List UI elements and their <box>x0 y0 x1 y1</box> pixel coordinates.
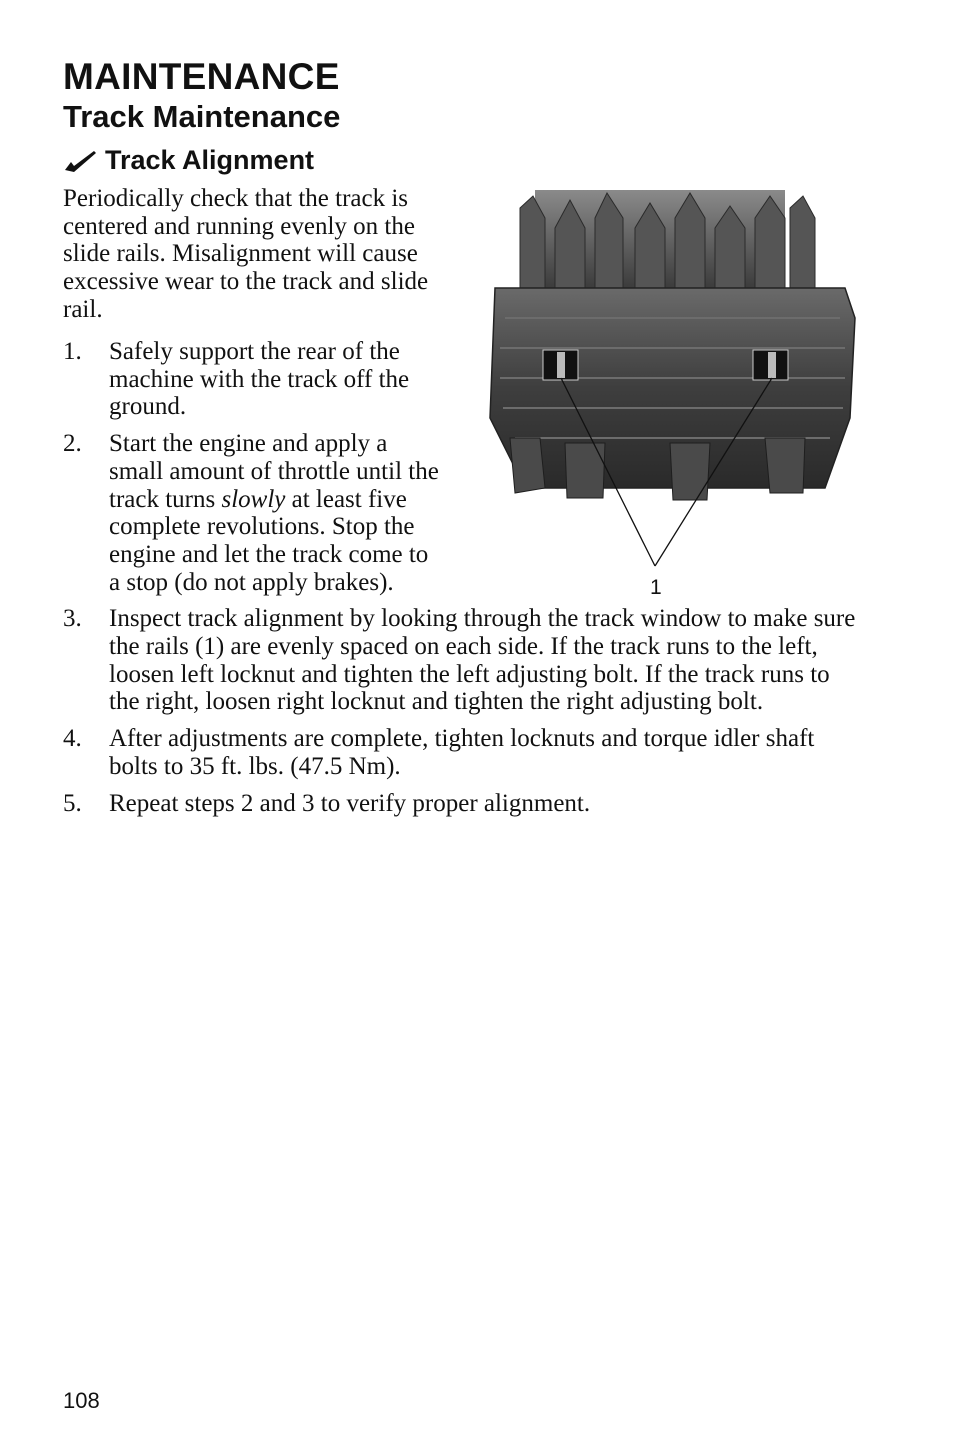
topic-heading <box>63 145 314 176</box>
step-item <box>63 430 439 596</box>
step-number: 1. <box>63 338 82 365</box>
section-title: MAINTENANCE <box>63 56 340 97</box>
step-number: 5. <box>63 789 82 817</box>
step-item <box>63 790 859 818</box>
figure-callout-label: 1 <box>650 576 662 599</box>
step-text: Repeat steps 2 and 3 to verify proper alignment. <box>109 789 591 817</box>
step-item <box>63 725 859 780</box>
checkmark-icon <box>63 148 97 174</box>
topic-title: Track Alignment <box>105 145 315 175</box>
step-text: Safely support the rear of the machine with the track off the ground. <box>109 338 410 421</box>
intro-paragraph: Periodically check that the track is centered and running evenly on the slide rails. Misalignment will cause excessive wear to the track and slide rail. <box>63 185 429 323</box>
step-emphasis: slowly <box>221 485 286 513</box>
step-number: 4. <box>63 725 82 753</box>
step-number: 2. <box>63 430 82 458</box>
page-number: 108 <box>63 1388 100 1413</box>
step-text: at least five complete revolutions. Stop the engine and let the track come to a stop (do not apply brakes). <box>109 485 429 596</box>
step-item <box>63 338 439 421</box>
step-number: 3. <box>63 605 82 633</box>
step-text: After adjustments are complete, tighten locknuts and torque idler shaft bolts to 35 ft. lbs. (47.5 Nm). <box>109 725 815 780</box>
step-item <box>63 605 859 716</box>
track-photo <box>485 188 860 613</box>
step-text: Inspect track alignment by looking through the track window to make sure the rails (1) are evenly spaced on each side. If the track runs to the left, loosen left locknut and tighten the left adjusting bolt. If the track runs to the right, loosen right locknut and tighten the right adjusting bolt. <box>109 605 856 716</box>
subsection-title: Track Maintenance <box>63 99 341 134</box>
step-text: Start the engine and apply a small amount of throttle until the track turns <box>109 430 439 513</box>
